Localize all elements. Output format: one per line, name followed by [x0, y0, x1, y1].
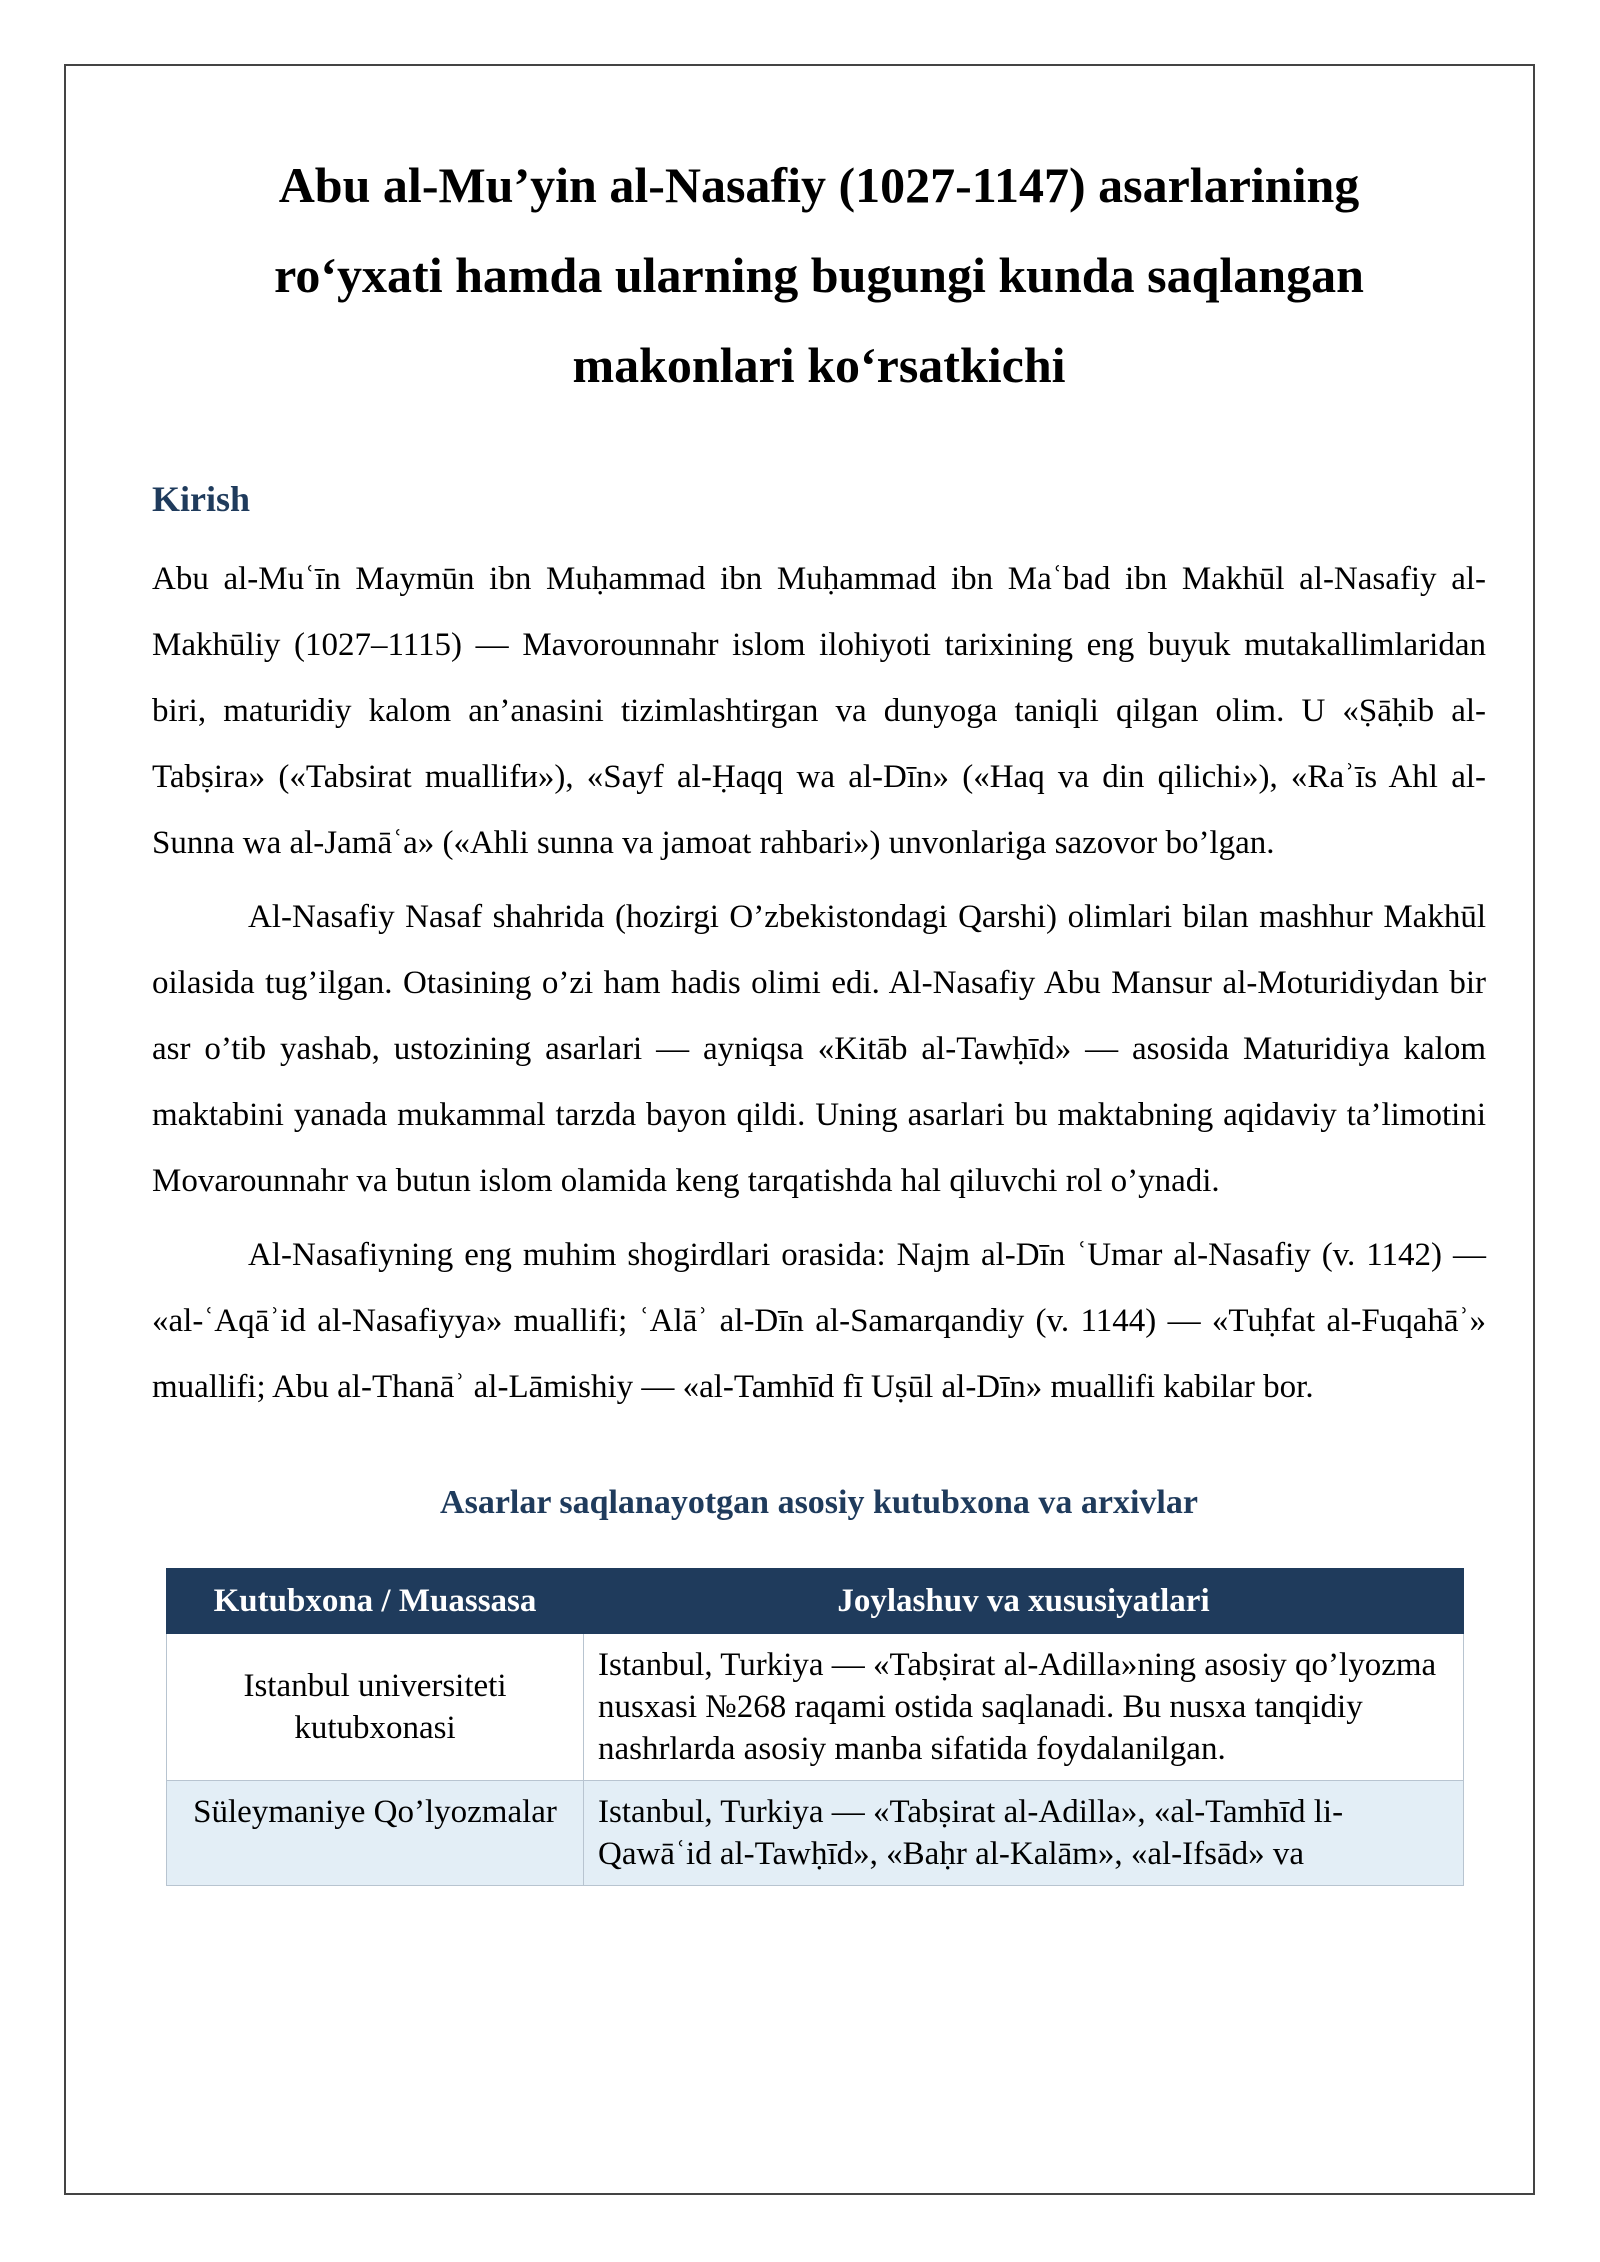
paragraph-2: Al-Nasafiy Nasaf shahrida (hozirgi O’zbekistondagi Qarshi) olimlari bilan mashhur Makhūl oilasida tug’ilgan. Otasining o’zi ham hadis olimi edi. Al-Nasafiy Abu Mansur al-Moturidiydan bir asr o’tib yashab, ustozining asarlari — ayniqsa «Kitāb al-Tawḥīd» — asosida Maturidiya kalom maktabini yanada mukammal tarzda bayon qildi. Uning asarlari bu maktabning aqidaviy ta’limotini Movarounnahr va butun islom olamida keng tarqatishda hal qiluvchi rol o’ynadi.	[152, 899, 1486, 1199]
document-title: Abu al-Mu’yin al-Nasafiy (1027-1147) asarlarining ro‘yxati hamda ularning bugungi kunda saqlangan makonlari ko‘rsatkichi	[274, 157, 1364, 393]
table-row	[167, 1781, 1464, 1886]
libraries-table	[166, 1568, 1464, 1886]
library-name-cell: Istanbul universiteti kutubxonasi	[167, 1634, 584, 1781]
intro-heading: Kirish	[152, 479, 251, 519]
table-row	[167, 1634, 1464, 1781]
table-header-row	[167, 1569, 1464, 1634]
document-body	[152, 140, 1486, 1886]
library-name-cell: Süleymaniye Qo’lyozmalar	[167, 1781, 584, 1886]
table-heading: Asarlar saqlanayotgan asosiy kutubxona va arxivlar	[440, 1484, 1198, 1521]
column-header-library: Kutubxona / Muassasa	[167, 1569, 584, 1634]
paragraph-3: Al-Nasafiyning eng muhim shogirdlari orasida: Najm al-Dīn ʿUmar al-Nasafiy (v. 1142) — «al-ʿAqāʾid al-Nasafiyya» muallifi; ʿAlāʾ al-Dīn al-Samarqandiy (v. 1144) — «Tuḥfat al-Fuqahāʾ» muallifi; Abu al-Thanāʾ al-Lāmishiy — «al-Tamhīd fī Uṣūl al-Dīn» muallifi kabilar bor.	[152, 1237, 1486, 1405]
library-details-cell: Istanbul, Turkiya — «Tabṣirat al-Adilla», «al-Tamhīd li-Qawāʿid al-Tawḥīd», «Baḥr al-Kalām», «al-Ifsād» va	[584, 1781, 1464, 1886]
column-header-details: Joylashuv va xususiyatlari	[584, 1569, 1464, 1634]
library-details-cell: Istanbul, Turkiya — «Tabṣirat al-Adilla»ning asosiy qo’lyozma nusxasi №268 raqami ostida saqlanadi. Bu nusxa tanqidiy nashrlarda asosiy manba sifatida foydalanilgan.	[584, 1634, 1464, 1781]
paragraph-1: Abu al-Muʿīn Maymūn ibn Muḥammad ibn Muḥammad ibn Maʿbad ibn Makhūl al-Nasafiy al-Makhūliy (1027–1115) — Mavorounnahr islom ilohiyoti tarixining eng buyuk mutakallimlaridan biri, maturidiy kalom an’anasini tizimlashtirgan va dunyoga taniqli qilgan olim. U «Ṣāḥib al-Tabṣira» («Tabsirat muallifи»), «Sayf al-Ḥaqq wa al-Dīn» («Haq va din qilichi»), «Raʾīs Ahl al-Sunna wa al-Jamāʿa» («Ahli sunna va jamoat rahbari») unvonlariga sazovor bo’lgan.	[152, 561, 1486, 861]
